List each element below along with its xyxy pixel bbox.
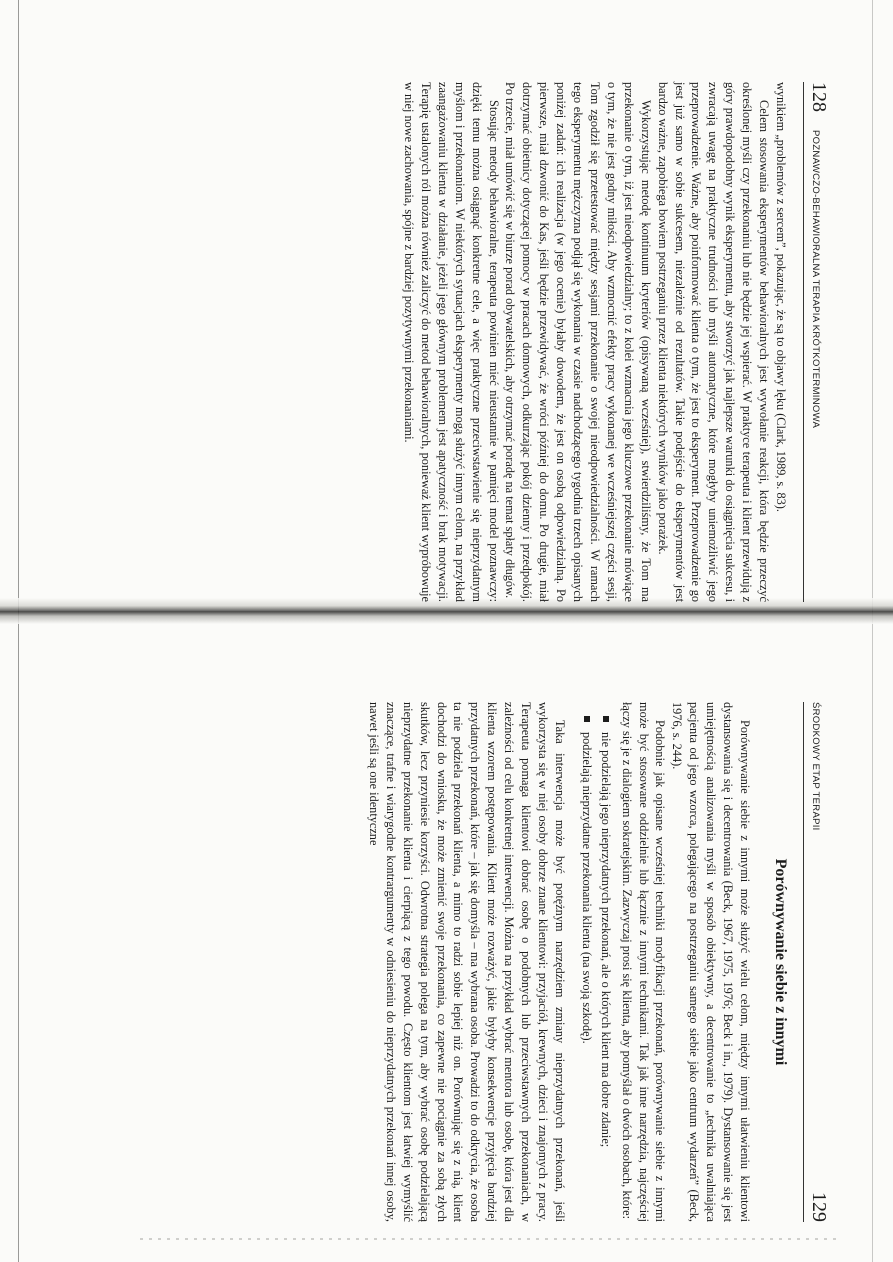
paragraph: Porównywanie siebie z innymi może służyć wielu celom, między innymi ułatwieniu klientowi dystansowania się i decentrowania (Beck, 1967, 1975, 1976; Beck i in., 1979). Dystansowanie się jest umiejętnością analizowania myśli w sposób obiektywny, a decentrowanie to „technika uwalniająca pacjenta od jego wzorca, polegającego na postrzeganiu samego siebie jako centrum wydarzeń” (Beck, 1976, s. 244). xyxy=(670,702,752,1222)
list-item xyxy=(578,716,595,1222)
list-item-text: nie podzielają jego nieprzydatnych przekonań, ale o których klient ma dobre zdanie; xyxy=(598,732,613,1148)
bullet-list xyxy=(578,702,614,1222)
paragraph: Stosując metody behawioralne, terapeuta powinien mieć nieustannie w pamięci model poznawczy: dzięki temu można osiągnąć konkretne cele, a więc praktyczne przeciwstawienie się nieprzydatnym myślom i przekonaniom. W niektórych sytuacjach eksperymenty mogą służyć innym celom, na przykład zaangażowaniu klienta w działanie, jeżeli jego głównym problemem jest apatyczność i brak motywacji. Terapię ustalonych ról można również zaliczyć do metod behawioralnych, ponieważ klient wypróbowuje w niej nowe zachowania, spójne z bardziej pozytywnymi przekonaniami. xyxy=(402,82,501,602)
scan-noise xyxy=(140,1238,840,1240)
section-title: Porównywanie siebie z innymi xyxy=(772,858,789,1066)
page-number: 128 xyxy=(808,82,830,112)
page-128 xyxy=(400,82,830,602)
list-item-text: podzielają nieprzydatne przekonania klienta (na swoją szkodę). xyxy=(579,732,594,1044)
page-edge-right xyxy=(872,0,873,1262)
square-bullet-icon xyxy=(603,716,609,722)
page-number: 129 xyxy=(808,1192,830,1222)
paragraph: Taka interwencja może być potężnym narzędziem zmiany nieprzydatnych przekonań, jeśli wykorzysta się w niej osoby dobrze znane klientowi: przyjaciół, krewnych, dzieci i znajomych z pracy. Terapeuta pomaga klientowi dobrać osobę o podobnych lub przeciwstawnych przekonaniach, w zależności od celu konkretnej interwencji. Można na przykład wybrać mentora lub osobę, która jest dla klienta wzorem postępowania. Klient może rozważyć, jakie byłyby konsekwencje przyjęcia bardziej przydatnych przekonań, które – jak się domyśla – ma wybrana osoba. Prowadzi to do odkrycia, że osoba ta nie podziela przekonań klienta, a mimo to radzi sobie lepiej niż on. Porównując się z nią, klient dochodzi do wniosku, że może zmienić swoje przekonania, co zapewne nie pociągnie za sobą złych skutków, lecz przyniesie korzyści. Odwrotna strategia polega na tym, aby wybrać osobę podzielającą nieprzydatne przekonanie klienta i cierpiącą z tego powodu. Często klientom jest łatwiej wymyślić znaczące, trafne i wiarygodne kontrargumenty w odniesieniu do nieprzydatnych przekonań innej osoby, nawet jeśli są one identyczne xyxy=(366,702,567,1222)
page-edge-left xyxy=(18,0,19,1262)
paragraph: Celem stosowania eksperymentów behawioralnych jest wywołanie reakcji, która będzie przeczyć określonej myśli czy przekonaniu lub nie będzie jej wspierać. W praktyce terapeuta i klient przewidują z góry prawdopodobny wynik eksperymentu, aby stworzyć jak najlepsze warunki do osiągnięcia sukcesu, i zwracają uwagę na praktyczne trudności lub myśli automatyczne, które mogłyby uniemożliwić jego przeprowadzenie. Ważne, aby poinformować klienta o tym, że jest to eksperyment. Przeprowadzenie go jest już samo w sobie sukcesem, niezależnie od rezultatów. Takie podejście do eksperymentów jest bardzo ważne, zapobiega bowiem postrzeganiu przez klienta niektórych wyników jako porażek. xyxy=(655,82,772,602)
paragraph: Podobnie jak opisane wcześniej techniki modyfikacji przekonań, porównywanie siebie z innymi może być stosowane oddzielnie lub łącznie z innymi technikami. Tak jak inne narzędzia, najczęściej łączy się je z dialogiem sokratejskim. Zazwyczaj prosi się klienta, aby pomyślał o dwóch osobach, które: xyxy=(619,702,668,1222)
paragraph: wynikiem „problemów z sercem”, pokazując, że są to objawy lęku (Clark, 1989, s. 83). xyxy=(774,82,788,512)
running-head-title: POZNAWCZO-BEHAWIORALNA TERAPIA KRÓTKOTERMINOWA xyxy=(810,130,821,429)
rotated-spread xyxy=(90,82,830,1222)
list-item xyxy=(597,716,614,1222)
paragraph: Wykorzystując metodę kontinuum kryteriów (opisywaną wcześniej), stwierdziliśmy, że Tom ma przekonanie o tym, iż jest nieodpowiedzialny; to z kolei wzmacnia jego kluczowe przekonanie mówiące o tym, że nie jest godny miłości. Aby wzmocnić efekty pracy wykonanej we wcześniejszej części sesji, Tom zgodził się przetestować między sesjami przekonanie o swojej nieodpowiedzialności. W ramach tego eksperymentu mężczyzna podjął się wykonania w czasie nadchodzącego tygodnia trzech opisanych poniżej zadań: ich realizacja (w jego ocenie) byłaby dowodem, że jest on osobą odpowiedzialną. Po pierwsze, miał dzwonić do Kas, jeśli będzie przewidywać, że wróci później do domu. Po drugie, miał dotrzymać obietnicy dotyczącej pomocy w pracach domowych, odkurzając pokój dzienny i przedpokój. Po trzecie, miał umówić się w biurze porad obywatelskich, aby otrzymać poradę na temat spłaty długów. xyxy=(503,82,653,602)
page-129 xyxy=(365,702,830,1222)
running-head-title: ŚRODKOWY ETAP TERAPII xyxy=(810,702,821,831)
running-head-left xyxy=(803,82,830,602)
running-head-right xyxy=(803,702,830,1222)
square-bullet-icon xyxy=(584,716,590,722)
